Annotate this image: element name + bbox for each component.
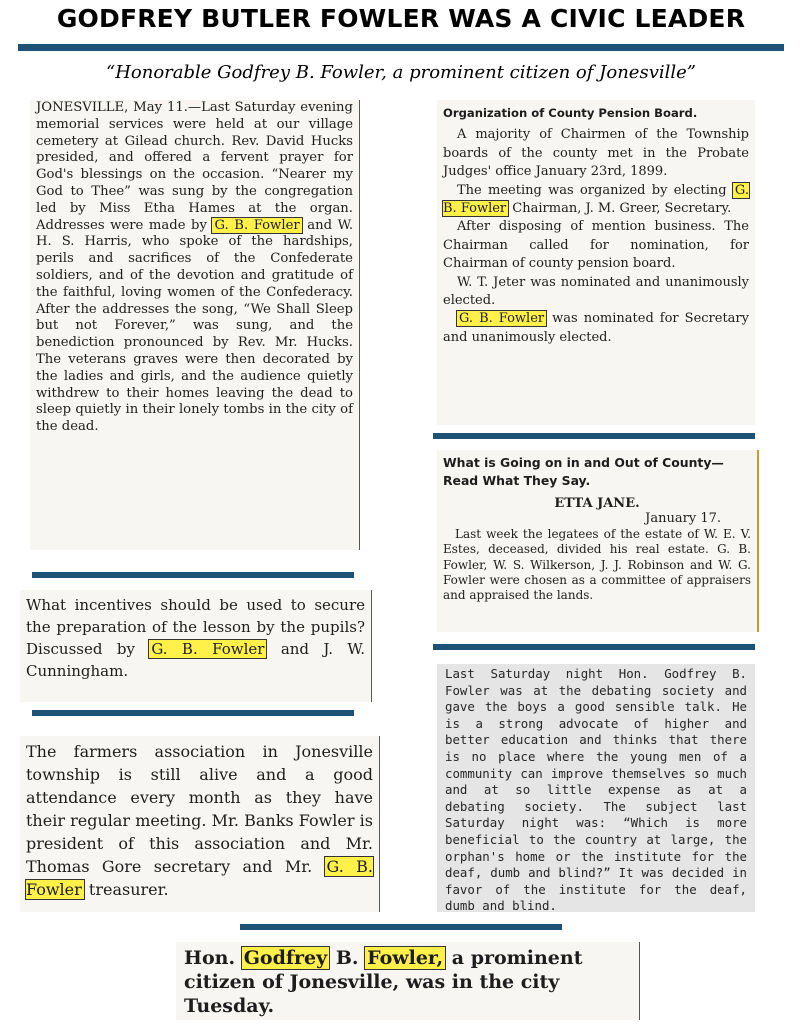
divider-bar [433,433,755,439]
divider-bar [32,572,354,578]
clipping-hon-fowler [176,942,640,1020]
page-subtitle: “Honorable Godfrey B. Fowler, a prominent citizen of Jonesville” [106,62,696,83]
farmers-before: The farmers association in Jonesville township is still alive and a good attendance every month as they have their regular meeting. Mr. Banks Fowler is president of this association and Mr. Thomas Gore secretary and Mr. [26,742,373,876]
incentives-after: and J. W. Cunningham. [26,640,365,680]
highlight-gb-fowler: G. B. Fowler [459,311,545,327]
memorial-text-before: JONESVILLE, May 11.—Last Saturday evening memorial services were held at our village cemetery at Gilead church. Rev. David Hucks presided, and offered a fervent prayer for God's blessings on the occasion. “Nearer my God to Thee” was sung by the congregation led by Miss Etha Hames at the organ. Addresses were made by [36,100,353,233]
clipping-farmers-association [20,736,380,912]
hon-text [184,946,631,1018]
incentives-before: What incentives should be used to secure the preparation of the lesson by the pupils? Discussed by [26,596,365,658]
highlight-gb-fowler: G. B. Fowler [151,640,265,658]
highlight-fowler: Fowler, [367,947,444,969]
clipping-memorial-text [36,100,353,436]
clipping-etta-jane [437,450,759,632]
pension-paragraph-2 [443,182,749,219]
farmers-text [26,740,373,901]
title-underline-bar [18,44,784,51]
highlight-godfrey: Godfrey [243,947,328,969]
memorial-text-after: and W. H. S. Harris, who spoke of the hardships, perils and sacrifices of the Confederate soldiers, and of the devotion and gratitude of the faithful, loving women of the Confederacy. After the addresses the song, “We Shall Sleep but not Forever,” was sung, and the benediction pronounced by Rev. Mr. Hucks. The veterans graves were then decorated by the ladies and girls, and the audience quietly withdrew to their homes leaving the dead to sleep quietly in their lonely tombs in the city of the dead. [36,217,354,435]
clipping-pension-board [437,100,755,425]
pension-paragraph-3: After disposing of mention business. The Chairman called for nomination, for Chairman of county pension board. [443,219,749,272]
pension-paragraph-1: A majority of Chairmen of the Township boards of the county met in the Probate Judges' office January 23rd, 1899. [443,127,749,180]
highlight-gb-fowler: G. B. Fowler [214,217,300,233]
etta-heading: What is Going on in and Out of County—Read What They Say. [443,455,724,488]
etta-body: Last week the legatees of the estate of W. E. V. Estes, deceased, divided his real estate. G. B. Fowler, W. S. Wilkerson, J. J. Robinson and W. G. Fowler were chosen as a committee of appraisers and appraised the lands. [443,526,751,603]
pension-p2-before: The meeting was organized by electing [457,182,727,198]
highlight-gb-fowler: G. B. Fowler [443,182,749,217]
hon-before: Hon. [184,947,236,969]
page-title: GODFREY BUTLER FOWLER WAS A CIVIC LEADER [56,4,746,33]
farmers-after: treasurer. [88,880,169,899]
hon-middle: B. [335,947,359,969]
divider-bar [32,710,354,716]
etta-date: January 17. [645,511,721,527]
divider-bar [433,644,755,650]
pension-paragraph-5 [443,310,749,347]
pension-heading: Organization of County Pension Board. [443,106,698,120]
pension-p2-after: Chairman, J. M. Greer, Secretary. [512,201,732,217]
clipping-incentives [20,590,372,702]
etta-byline: ETTA JANE. [554,496,640,511]
pension-p5-after: was nominated for Secretary and unanimously elected. [443,311,749,345]
clipping-memorial-services [30,100,360,550]
clipping-debating-society [437,664,755,912]
pension-paragraph-4: W. T. Jeter was nominated and unanimously elected. [443,274,749,309]
divider-bar [240,924,562,930]
debating-body: Last Saturday night Hon. Godfrey B. Fowler was at the debating society and gave the boys a good sensible talk. He is a strong advocate of higher and better education and thinks that there is no place where the young men of a community can improve themselves so much and at so little expense as at a debating society. The subject last Saturday night was: “Which is more beneficial to the country at large, the orphan's home or the institute for the deaf, dumb and blind?” It was decided in favor of the institute for the deaf, dumb and blind. [445,666,747,914]
incentives-text [26,594,365,682]
hon-after: a prominent citizen of Jonesville, was in the city Tuesday. [184,947,583,1017]
highlight-gb-fowler: G. B. Fowler [26,857,373,899]
